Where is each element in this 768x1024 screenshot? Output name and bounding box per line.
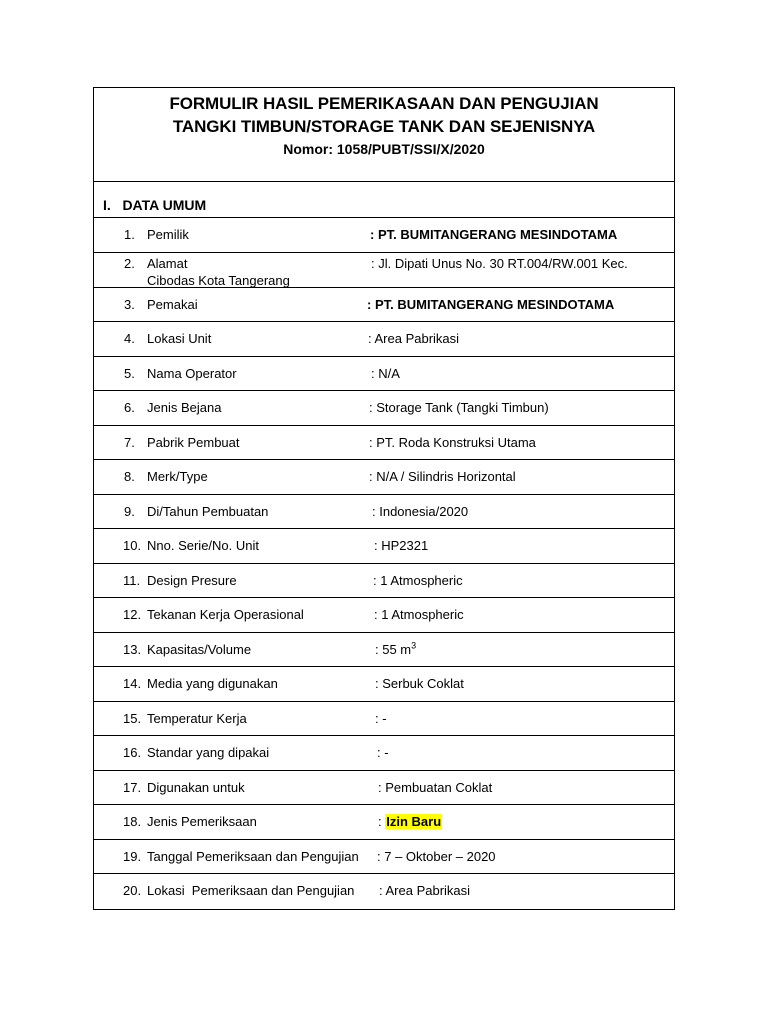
row-value: : Indonesia/2020 (372, 503, 469, 519)
row-number: 7. (124, 434, 135, 450)
row-number: 5. (124, 365, 135, 381)
row-value: : Jl. Dipati Unus No. 30 RT.004/RW.001 Kec. (371, 255, 628, 271)
row-value-prefix: : (378, 814, 386, 829)
row-label: Pemilik (147, 227, 189, 242)
row-number: 6. (124, 400, 135, 415)
row-label: Alamat (147, 255, 188, 271)
row-value: : 1 Atmospheric (374, 607, 464, 622)
row-value: : PT. Roda Konstruksi Utama (369, 434, 536, 450)
row-label: Nno. Serie/No. Unit (147, 538, 259, 553)
form-row-design-presure (94, 564, 674, 599)
row-value: : Pembuatan Coklat (378, 779, 493, 795)
row-label: Design Presure (147, 572, 237, 588)
row-value: : N/A / Silindris Horizontal (369, 469, 516, 484)
document-number: Nomor: 1058/PUBT/SSI/X/2020 (283, 141, 485, 157)
row-number: 4. (124, 331, 135, 346)
row-label: Lokasi Pemeriksaan dan Pengujian (147, 883, 355, 898)
form-row-merk-type (94, 460, 674, 495)
row-label: Media yang digunakan (147, 676, 278, 691)
row-value: : HP2321 (374, 538, 429, 553)
row-value: : PT. BUMITANGERANG MESINDOTAMA (370, 227, 618, 242)
form-row-lokasi-unit (94, 322, 674, 357)
row-value: : - (377, 745, 389, 760)
row-number: 11. (123, 572, 141, 588)
form-row-tanggal-pemeriksaan (94, 840, 674, 875)
row-label: Merk/Type (147, 469, 208, 484)
row-label: Lokasi Unit (147, 331, 212, 346)
highlighted-value: Izin Baru (386, 814, 442, 829)
form-row-pemakai (94, 288, 674, 323)
row-value: : Storage Tank (Tangki Timbun) (369, 400, 549, 415)
row-value-text: : 55 m (375, 641, 412, 657)
form-table (93, 87, 675, 910)
row-label: Standar yang dipakai (147, 745, 270, 760)
section-heading: I. DATA UMUM (103, 197, 207, 213)
form-header (94, 88, 674, 182)
row-number: 15. (123, 710, 142, 726)
row-number: 16. (123, 745, 142, 760)
superscript-exponent: 3 (411, 640, 417, 651)
row-number: 12. (123, 607, 142, 622)
row-value: : 7 – Oktober – 2020 (377, 848, 496, 864)
row-label: Di/Tahun Pembuatan (147, 503, 269, 519)
form-row-media (94, 667, 674, 702)
form-row-digunakan-untuk (94, 771, 674, 806)
row-label: Pemakai (147, 296, 198, 312)
row-number: 14. (123, 676, 142, 691)
row-value (378, 814, 442, 829)
row-value: : 1 Atmospheric (373, 572, 463, 588)
row-label: Tanggal Pemeriksaan dan Pengujian (147, 848, 359, 864)
row-number: 10. (123, 538, 142, 553)
row-value: : Area Pabrikasi (368, 331, 460, 346)
row-number: 20. (123, 883, 142, 898)
form-row-jenis-pemeriksaan (94, 805, 674, 840)
form-row-kapasitas (94, 633, 674, 668)
row-label: Digunakan untuk (147, 779, 245, 795)
row-label: Pabrik Pembuat (147, 434, 240, 450)
row-number: 19. (123, 848, 142, 864)
form-row-no-serie (94, 529, 674, 564)
row-value: : Serbuk Coklat (375, 676, 464, 691)
form-row-nama-operator (94, 357, 674, 392)
row-number: 17. (123, 779, 142, 795)
form-row-standar (94, 736, 674, 771)
row-label: Jenis Bejana (147, 400, 222, 415)
form-row-tekanan-kerja (94, 598, 674, 633)
row-label: Jenis Pemeriksaan (147, 814, 257, 829)
row-value: : PT. BUMITANGERANG MESINDOTAMA (367, 296, 615, 312)
row-label: Temperatur Kerja (147, 710, 247, 726)
row-label: Kapasitas/Volume (147, 641, 252, 657)
row-value-continuation: Cibodas Kota Tangerang (147, 272, 290, 288)
form-title-line-2: TANGKI TIMBUN/STORAGE TANK DAN SEJENISNYA (172, 117, 596, 136)
row-number: 13. (123, 641, 142, 657)
form-row-lokasi-pemeriksaan (94, 874, 674, 909)
row-number: 1. (124, 227, 135, 242)
row-number: 2. (124, 255, 135, 271)
form-row-tahun-pembuatan (94, 495, 674, 530)
row-value (375, 642, 416, 657)
row-number: 9. (124, 503, 135, 519)
form-row-temperatur (94, 702, 674, 737)
form-row-jenis-bejana (94, 391, 674, 426)
row-number: 3. (124, 296, 135, 312)
row-value: : Area Pabrikasi (379, 883, 471, 898)
row-label: Tekanan Kerja Operasional (147, 607, 304, 622)
row-number: 18. (123, 814, 142, 829)
section-data-umum (94, 182, 674, 218)
row-value: : N/A (371, 365, 400, 381)
form-row-alamat (94, 253, 674, 288)
form-title-line-1: FORMULIR HASIL PEMERIKASAAN DAN PENGUJIAN (169, 94, 599, 113)
form-row-pemilik (94, 218, 674, 253)
form-row-pabrik-pembuat (94, 426, 674, 461)
row-value: : - (375, 710, 387, 726)
row-number: 8. (124, 469, 135, 484)
row-label: Nama Operator (147, 365, 237, 381)
